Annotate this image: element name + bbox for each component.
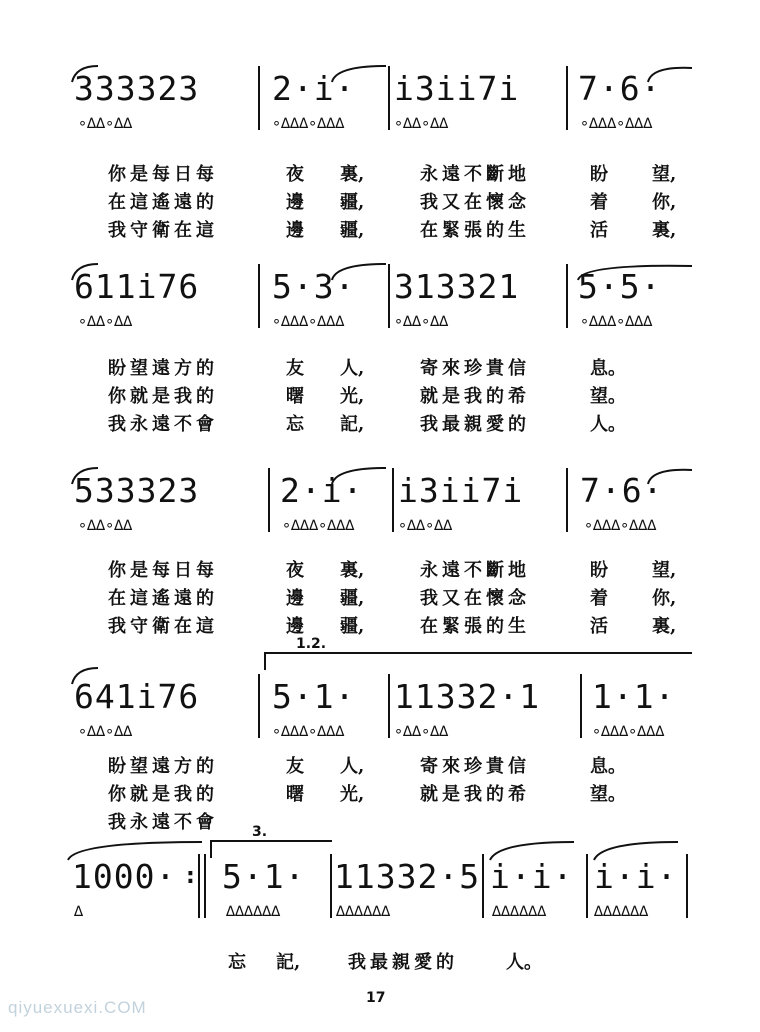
measure-4-notes: 7·6· xyxy=(580,471,664,510)
measure-1-notes: 641i76 xyxy=(74,677,200,716)
measure-2-notes: 5·1· xyxy=(222,857,306,896)
measure-4-strokes: ∘∆∆∆∘∆∆∆ xyxy=(584,516,657,534)
measure-2-notes: 2·i· xyxy=(280,471,364,510)
measure-4-notes: 7·6· xyxy=(578,69,662,108)
barline xyxy=(392,468,394,532)
page-number: 17 xyxy=(366,990,386,1006)
measure-2-strokes: ∆∆∆∆∆∆ xyxy=(226,902,281,920)
barline xyxy=(198,854,200,918)
measure-4-notes: 5·5· xyxy=(578,267,662,306)
measure-3-strokes: ∘∆∆∘∆∆ xyxy=(394,312,449,330)
barline xyxy=(268,468,270,532)
measure-2-strokes: ∘∆∆∆∘∆∆∆ xyxy=(272,312,345,330)
barline xyxy=(204,854,206,918)
measure-3-notes: 313321 xyxy=(394,267,520,306)
barline xyxy=(258,264,260,328)
barline xyxy=(566,468,568,532)
measure-3-strokes: ∆∆∆∆∆∆ xyxy=(336,902,391,920)
barline xyxy=(258,674,260,738)
measure-3-notes: 11332·1 xyxy=(394,677,541,716)
measure-4-strokes: ∘∆∆∆∘∆∆∆ xyxy=(592,722,665,740)
measure-2-strokes: ∘∆∆∆∘∆∆∆ xyxy=(282,516,355,534)
measure-4-strokes: ∆∆∆∆∆∆ xyxy=(492,902,547,920)
measure-4-strokes: ∘∆∆∆∘∆∆∆ xyxy=(580,114,653,132)
measure-2-notes: 2·i· xyxy=(272,69,356,108)
measure-1-notes: 611i76 xyxy=(74,267,200,306)
measure-2-strokes: ∘∆∆∆∘∆∆∆ xyxy=(272,114,345,132)
barline xyxy=(482,854,484,918)
barline xyxy=(330,854,332,918)
barline xyxy=(566,264,568,328)
barline xyxy=(388,674,390,738)
measure-1-strokes: ∘∆∆∘∆∆ xyxy=(78,722,133,740)
measure-2-notes: 5·3· xyxy=(272,267,356,306)
volta-bracket xyxy=(210,824,332,858)
measure-1-strokes: ∘∆∆∘∆∆ xyxy=(78,114,133,132)
barline xyxy=(388,66,390,130)
measure-1-notes: 333323 xyxy=(74,69,200,108)
barline xyxy=(580,674,582,738)
measure-1-strokes: ∆ xyxy=(74,902,84,920)
watermark: qiyuexuexi.COM xyxy=(8,998,147,1017)
measure-2-notes: 5·1· xyxy=(272,677,356,716)
measure-1-notes: 1000· xyxy=(72,857,177,896)
measure-3-strokes: ∘∆∆∘∆∆ xyxy=(394,722,449,740)
volta-bracket xyxy=(264,636,692,670)
sheet-music-page: 333323 ∘∆∆∘∆∆ 2·i· ∘∆∆∆∘∆∆∆ i3ii7i ∘∆∆∘∆∆ 7·6· ∘∆∆∆∘∆∆∆ 你是每日每 夜 裏, 永遠不斷地 盼 望, 在這遙遠的 邊 疆, 我又在懷念 着 你, 我守衛在這 邊 疆, 在緊張的生 活 裏, 611i76 ∘∆∆∘∆∆ 5·3· ∘∆∆∆∘∆∆∆ 313321 ∘∆∆∘∆∆ 5·5· ∘∆∆∆∘∆∆∆ 盼望遠方的 友 人, 寄來珍貴信 息。 你就是我的 曙 光, 就是我的希 望。 我永遠不會 忘 記, 我最親愛的 人。 533323 ∘∆∆∘∆∆ 2·i· ∘∆∆∆∘∆∆∆ i3ii7i ∘∆∆∘∆∆ 7·6· ∘∆∆∆∘∆∆∆ 你是每日每 夜 裏, 永遠不斷地 盼 望, 在這遙遠的 邊 疆, 我又在懷念 着 你, 我守衛在這 邊 疆, 在緊張的生 活 裏, 641i76 ∘∆∆∘∆∆ 1.2. 5·1· ∘∆∆∆∘∆∆∆ 11332·1 ∘∆∆∘∆∆ 1·1· ∘∆∆∆∘∆∆∆ 盼望遠方的 友 人, 寄來珍貴信 息。 你就是我的 曙 光, 就是我的希 望。 我永遠不會 1000· ∆ : 3. 5·1· ∆∆∆∆∆∆ 11332·5 ∆∆∆∆∆∆ i·i· ∆∆∆∆∆∆ i·i· ∆∆∆∆∆∆ 忘 記, 我最親愛的 人。 17 qiyuexuexi.COM xyxy=(0,0,760,1032)
measure-3-notes: i3ii7i xyxy=(394,69,520,108)
measure-3-strokes: ∘∆∆∘∆∆ xyxy=(398,516,453,534)
measure-3-notes: i3ii7i xyxy=(398,471,524,510)
measure-5-notes: i·i· xyxy=(594,857,678,896)
measure-4-notes: i·i· xyxy=(490,857,574,896)
barline xyxy=(388,264,390,328)
measure-4-notes: 1·1· xyxy=(592,677,676,716)
measure-5-strokes: ∆∆∆∆∆∆ xyxy=(594,902,649,920)
barline xyxy=(566,66,568,130)
measure-1-strokes: ∘∆∆∘∆∆ xyxy=(78,516,133,534)
measure-3-notes: 11332·5 xyxy=(334,857,481,896)
volta-label: 3. xyxy=(252,824,268,840)
barline xyxy=(686,854,688,918)
measure-1-notes: 533323 xyxy=(74,471,200,510)
measure-1-strokes: ∘∆∆∘∆∆ xyxy=(78,312,133,330)
repeat-sign: : xyxy=(186,864,195,889)
measure-3-strokes: ∘∆∆∘∆∆ xyxy=(394,114,449,132)
barline xyxy=(258,66,260,130)
volta-label: 1.2. xyxy=(296,636,327,652)
measure-4-strokes: ∘∆∆∆∘∆∆∆ xyxy=(580,312,653,330)
barline xyxy=(586,854,588,918)
measure-2-strokes: ∘∆∆∆∘∆∆∆ xyxy=(272,722,345,740)
